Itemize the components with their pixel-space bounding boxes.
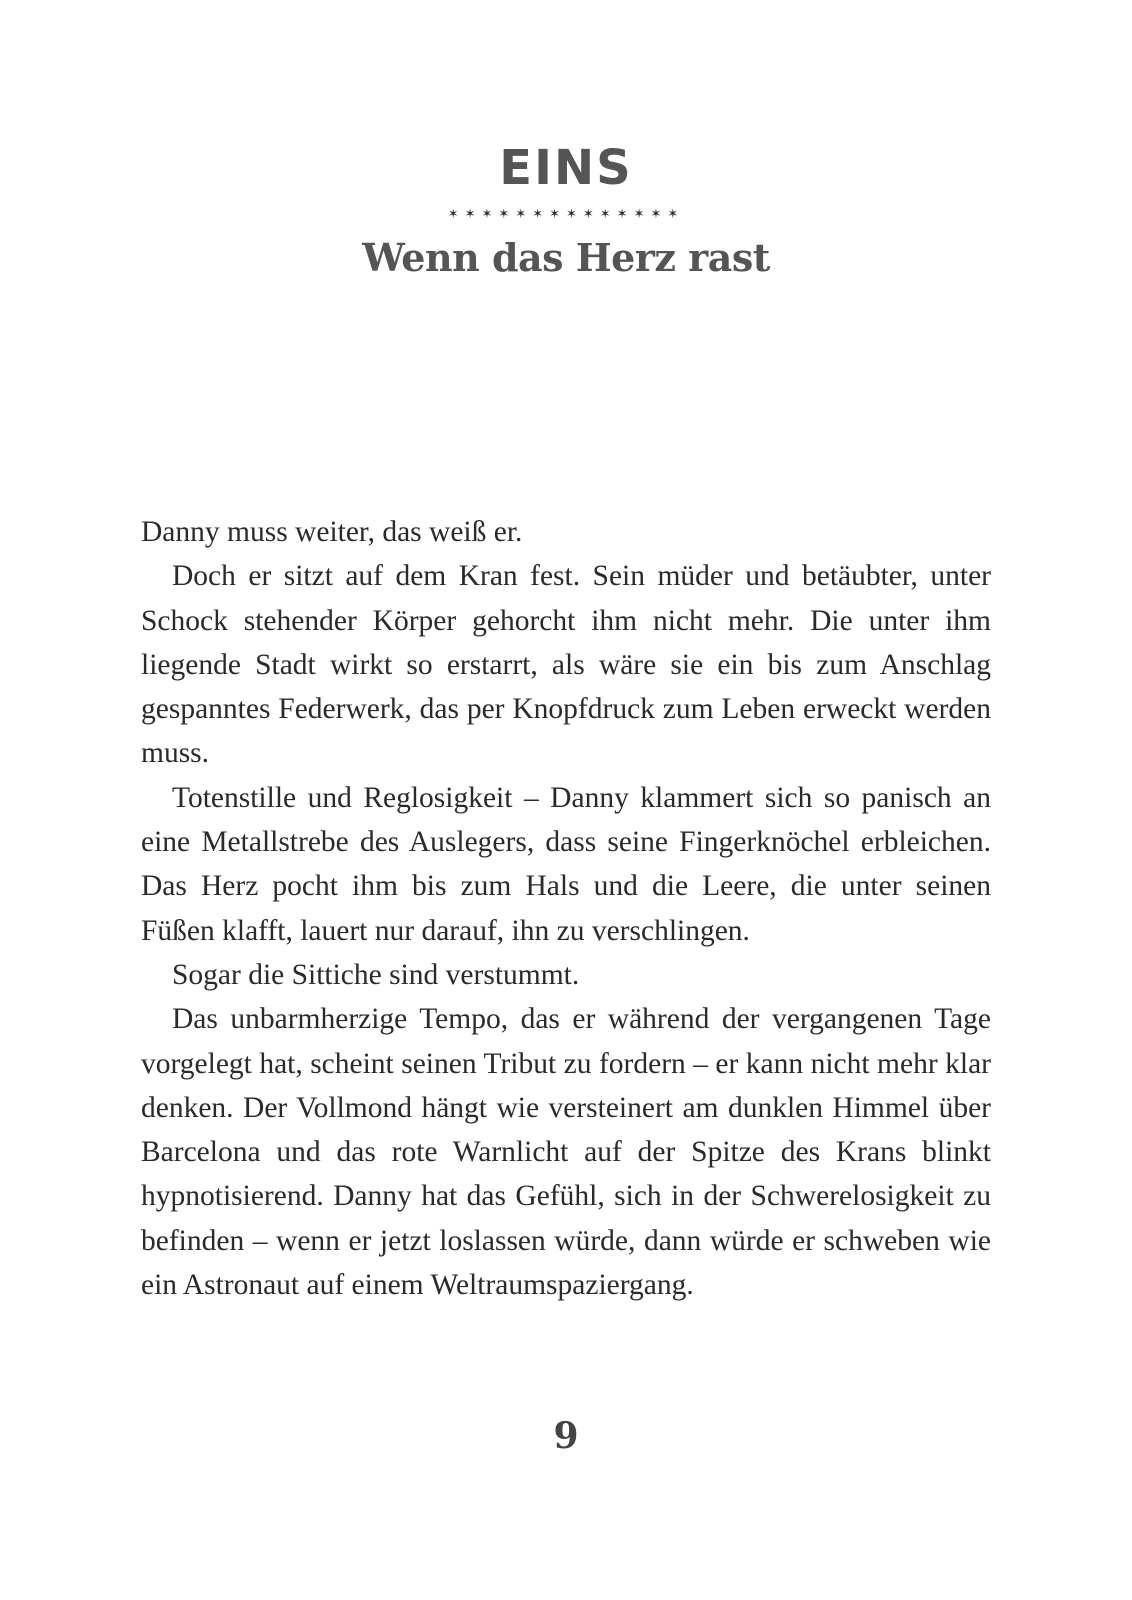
paragraph: Das unbarmherzige Tempo, das er während der vergangenen Tage vorgelegt hat, scheint seinen Tribut zu fordern – er kann nicht mehr klar denken. Der Vollmond hängt wie versteinert am dunklen Himmel über Barcelona und das rote Warnlicht auf der Spitze des Krans blinkt hypnotisierend. Danny hat das Gefühl, sich in der Schwerelosigkeit zu befinden – wenn er jetzt loslassen würde, dann würde er schweben wie ein Astronaut auf einem Weltraumspaziergang. [141,1003,991,1302]
body-text [141,510,991,1307]
chapter-title: Wenn das Herz rast [362,235,770,280]
chapter-ornament: ✶✶✶✶✶✶✶✶✶✶✶✶✶✶ [447,207,685,222]
paragraph: Danny muss weiter, das weiß er. [141,516,523,548]
paragraph: Totenstille und Reglosigkeit – Danny klammert sich so panisch an eine Metallstrebe des Auslegers, dass seine Fingerknöchel erbleichen. Das Herz pocht ihm bis zum Hals und die Leere, die unter seinen Füßen klafft, lauert nur darauf, ihn zu verschlingen. [141,781,991,947]
page-number: 9 [553,1415,579,1457]
paragraph: Sogar die Sittiche sind verstummt. [172,958,580,991]
paragraph: Doch er sitzt auf dem Kran fest. Sein müder und betäubter, unter Schock stehender Körper gehorcht ihm nicht mehr. Die unter ihm liegende Stadt wirkt so erstarrt, als wäre sie ein bis zum Anschlag gespanntes Federwerk, das per Knopfdruck zum Leben erweckt werden muss. [141,560,991,770]
chapter-number: EINS [499,140,633,196]
